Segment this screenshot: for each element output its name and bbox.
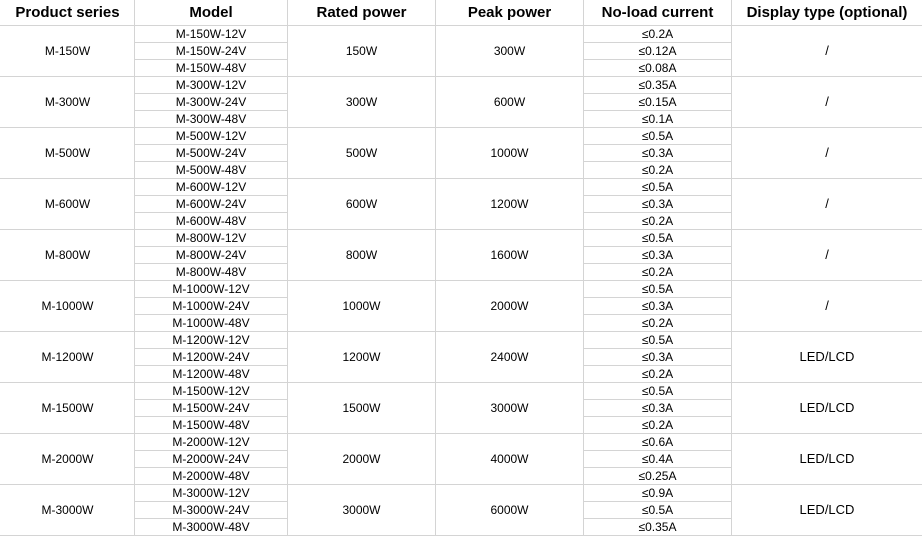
peak-power-cell: 3000W	[436, 383, 584, 434]
no-load-current-cell: ≤0.3A	[584, 298, 732, 315]
table-row	[1, 383, 922, 400]
no-load-current-cell: ≤0.08A	[584, 60, 732, 77]
no-load-current-cell: ≤0.3A	[584, 247, 732, 264]
display-type-cell: /	[732, 26, 922, 77]
table-row	[1, 281, 922, 298]
rated-power-cell: 1200W	[288, 332, 436, 383]
model-cell: M-300W-24V	[135, 94, 288, 111]
model-cell: M-150W-48V	[135, 60, 288, 77]
display-type-cell: LED/LCD	[732, 485, 922, 536]
rated-power-cell: 600W	[288, 179, 436, 230]
model-cell: M-600W-48V	[135, 213, 288, 230]
table-row	[1, 485, 922, 502]
table-row	[1, 434, 922, 451]
model-cell: M-3000W-24V	[135, 502, 288, 519]
no-load-current-cell: ≤0.3A	[584, 400, 732, 417]
no-load-current-cell: ≤0.6A	[584, 434, 732, 451]
no-load-current-cell: ≤0.9A	[584, 485, 732, 502]
table-row	[1, 230, 922, 247]
product-series-cell: M-1500W	[1, 383, 135, 434]
peak-power-cell: 600W	[436, 77, 584, 128]
product-series-cell: M-600W	[1, 179, 135, 230]
table-body	[1, 26, 922, 536]
rated-power-cell: 2000W	[288, 434, 436, 485]
product-series-cell: M-150W	[1, 26, 135, 77]
product-series-cell: M-500W	[1, 128, 135, 179]
peak-power-cell: 6000W	[436, 485, 584, 536]
product-series-cell: M-1200W	[1, 332, 135, 383]
no-load-current-cell: ≤0.3A	[584, 349, 732, 366]
model-cell: M-300W-48V	[135, 111, 288, 128]
no-load-current-cell: ≤0.2A	[584, 213, 732, 230]
no-load-current-cell: ≤0.2A	[584, 26, 732, 43]
header-rated-power: Rated power	[288, 1, 436, 26]
model-cell: M-1200W-48V	[135, 366, 288, 383]
model-cell: M-500W-48V	[135, 162, 288, 179]
no-load-current-cell: ≤0.3A	[584, 196, 732, 213]
peak-power-cell: 2000W	[436, 281, 584, 332]
header-peak-power: Peak power	[436, 1, 584, 26]
no-load-current-cell: ≤0.3A	[584, 145, 732, 162]
rated-power-cell: 1000W	[288, 281, 436, 332]
header-row	[1, 1, 922, 26]
rated-power-cell: 150W	[288, 26, 436, 77]
display-type-cell: /	[732, 230, 922, 281]
model-cell: M-2000W-48V	[135, 468, 288, 485]
no-load-current-cell: ≤0.4A	[584, 451, 732, 468]
model-cell: M-3000W-48V	[135, 519, 288, 536]
display-type-cell: LED/LCD	[732, 434, 922, 485]
model-cell: M-3000W-12V	[135, 485, 288, 502]
rated-power-cell: 500W	[288, 128, 436, 179]
peak-power-cell: 300W	[436, 26, 584, 77]
no-load-current-cell: ≤0.12A	[584, 43, 732, 60]
model-cell: M-150W-24V	[135, 43, 288, 60]
table-row	[1, 179, 922, 196]
rated-power-cell: 3000W	[288, 485, 436, 536]
no-load-current-cell: ≤0.5A	[584, 332, 732, 349]
product-series-cell: M-2000W	[1, 434, 135, 485]
model-cell: M-500W-12V	[135, 128, 288, 145]
model-cell: M-2000W-24V	[135, 451, 288, 468]
model-cell: M-600W-24V	[135, 196, 288, 213]
model-cell: M-1200W-24V	[135, 349, 288, 366]
model-cell: M-500W-24V	[135, 145, 288, 162]
header-product-series: Product series	[1, 1, 135, 26]
no-load-current-cell: ≤0.5A	[584, 383, 732, 400]
product-series-cell: M-3000W	[1, 485, 135, 536]
peak-power-cell: 1200W	[436, 179, 584, 230]
no-load-current-cell: ≤0.5A	[584, 128, 732, 145]
model-cell: M-300W-12V	[135, 77, 288, 94]
display-type-cell: /	[732, 179, 922, 230]
no-load-current-cell: ≤0.35A	[584, 77, 732, 94]
model-cell: M-1000W-48V	[135, 315, 288, 332]
rated-power-cell: 300W	[288, 77, 436, 128]
model-cell: M-1000W-24V	[135, 298, 288, 315]
model-cell: M-1500W-48V	[135, 417, 288, 434]
peak-power-cell: 1600W	[436, 230, 584, 281]
no-load-current-cell: ≤0.2A	[584, 264, 732, 281]
no-load-current-cell: ≤0.5A	[584, 230, 732, 247]
peak-power-cell: 1000W	[436, 128, 584, 179]
model-cell: M-600W-12V	[135, 179, 288, 196]
model-cell: M-800W-24V	[135, 247, 288, 264]
display-type-cell: /	[732, 77, 922, 128]
model-cell: M-800W-48V	[135, 264, 288, 281]
header-model: Model	[135, 1, 288, 26]
rated-power-cell: 1500W	[288, 383, 436, 434]
product-series-cell: M-800W	[1, 230, 135, 281]
table-row	[1, 77, 922, 94]
header-no-load-current: No-load current	[584, 1, 732, 26]
no-load-current-cell: ≤0.5A	[584, 502, 732, 519]
no-load-current-cell: ≤0.2A	[584, 162, 732, 179]
model-cell: M-1500W-12V	[135, 383, 288, 400]
table-row	[1, 26, 922, 43]
no-load-current-cell: ≤0.2A	[584, 366, 732, 383]
product-series-cell: M-300W	[1, 77, 135, 128]
no-load-current-cell: ≤0.35A	[584, 519, 732, 536]
display-type-cell: /	[732, 281, 922, 332]
no-load-current-cell: ≤0.2A	[584, 417, 732, 434]
display-type-cell: LED/LCD	[732, 383, 922, 434]
no-load-current-cell: ≤0.1A	[584, 111, 732, 128]
model-cell: M-1200W-12V	[135, 332, 288, 349]
no-load-current-cell: ≤0.15A	[584, 94, 732, 111]
no-load-current-cell: ≤0.5A	[584, 281, 732, 298]
header-display-type: Display type (optional)	[732, 1, 922, 26]
table-row	[1, 332, 922, 349]
product-series-cell: M-1000W	[1, 281, 135, 332]
peak-power-cell: 4000W	[436, 434, 584, 485]
no-load-current-cell: ≤0.25A	[584, 468, 732, 485]
model-cell: M-150W-12V	[135, 26, 288, 43]
no-load-current-cell: ≤0.2A	[584, 315, 732, 332]
model-cell: M-1500W-24V	[135, 400, 288, 417]
display-type-cell: LED/LCD	[732, 332, 922, 383]
model-cell: M-1000W-12V	[135, 281, 288, 298]
table-header	[1, 1, 922, 26]
table-row	[1, 128, 922, 145]
peak-power-cell: 2400W	[436, 332, 584, 383]
rated-power-cell: 800W	[288, 230, 436, 281]
model-cell: M-800W-12V	[135, 230, 288, 247]
display-type-cell: /	[732, 128, 922, 179]
model-cell: M-2000W-12V	[135, 434, 288, 451]
no-load-current-cell: ≤0.5A	[584, 179, 732, 196]
